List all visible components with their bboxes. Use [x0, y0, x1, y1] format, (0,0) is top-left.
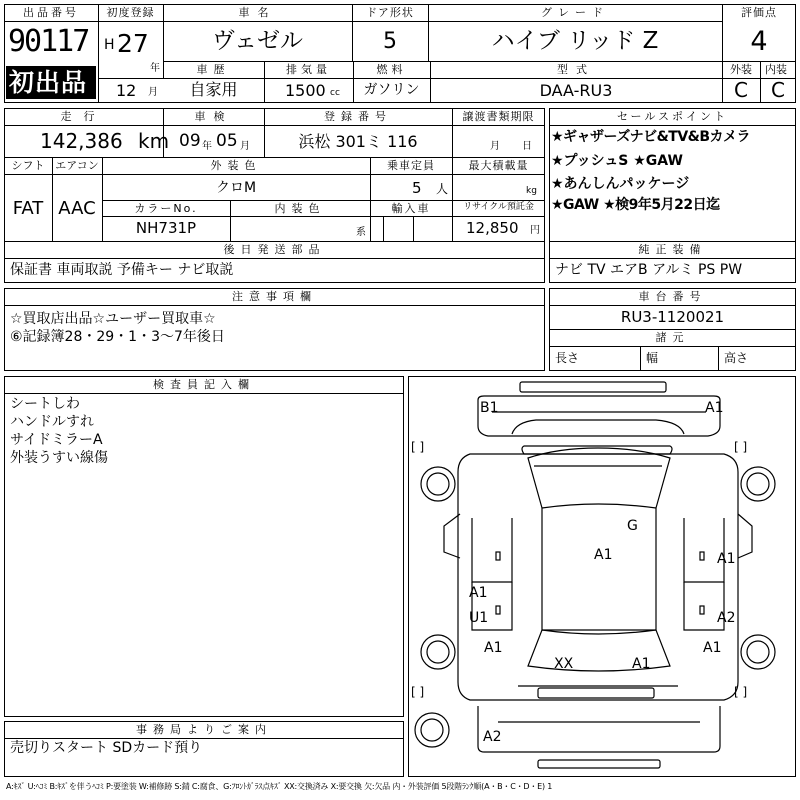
aircon-value: AAC	[58, 198, 96, 219]
mileage-value: 142,386	[40, 129, 123, 153]
ext-color-value: クロM	[215, 180, 257, 196]
import-label: 輸入車	[391, 202, 431, 215]
fuel-value: ガソリン	[363, 82, 420, 98]
displacement-unit: cc	[330, 88, 340, 98]
lot-number: 90117	[8, 24, 89, 59]
office-text: 売切りスタート SDカード預り	[10, 740, 203, 756]
lot-no-label: 出品番号	[23, 6, 79, 19]
ext-color-label: 外装色	[210, 159, 262, 172]
inspector-line-4: 外装うすい線傷	[10, 450, 108, 466]
later-parts-value: 保証書 車両取説 予備キー ナビ取説	[10, 262, 234, 278]
mileage-unit: km	[138, 129, 170, 153]
grade-value: ハイブ リッド Z	[491, 28, 659, 54]
first-listing-text: 初出品	[9, 68, 88, 97]
grade-label: グレード	[541, 6, 609, 19]
damage-mark: A1	[484, 640, 503, 656]
bracket-left-bottom: [ ]	[411, 685, 425, 699]
sales-point-label: セールスポイント	[616, 110, 728, 123]
damage-mark: G	[627, 518, 638, 534]
bracket-right-bottom: [ ]	[734, 685, 748, 699]
displacement-value: 1500	[285, 81, 326, 100]
sales-point-line-1: ★ギャザーズナビ&TV&Bカメラ	[551, 129, 751, 145]
height-label: 高さ	[724, 351, 749, 365]
model-value: DAA-RU3	[539, 81, 613, 100]
history-label: 車歴	[196, 63, 231, 76]
inspection-month-suffix: 月	[240, 141, 250, 152]
chassis-label: 車台番号	[638, 290, 707, 303]
legend-text: A:ｷｽﾞ U:ﾍｺﾐ B:ｷｽﾞを伴うﾍｺﾐ P:要塗装 W:補修跡 S:錆 C:腐食、G:ﾌﾛﾝﾄｶﾞﾗｽ点ｷｽﾞ XX:交換済み X:要交換 欠:欠品 内・外装評価 5段階ﾗﾝｸ順(A・B・C・D・E) 1	[6, 782, 553, 791]
int-color-suffix: 系	[356, 227, 366, 238]
score-label: 評価点	[741, 6, 777, 19]
notes-label: 注意事項欄	[232, 290, 317, 303]
interior-label: 内装	[765, 63, 787, 76]
capacity-unit: 人	[436, 182, 449, 196]
recycle-label: リサイクル預託金	[463, 202, 534, 212]
max-load-label: 最大積載量	[468, 159, 529, 172]
width-label: 幅	[646, 351, 659, 365]
capacity-label: 乗車定員	[387, 159, 435, 172]
notes-line-2: ⑥記録簿28・29・1・3〜7年後日	[10, 329, 225, 345]
exterior-label: 外装	[730, 63, 752, 76]
inspection-label: 車検	[194, 110, 233, 123]
model-label: 型式	[557, 63, 595, 76]
sales-point-line-3: ★あんしんパッケージ	[551, 176, 690, 192]
transfer-day-suffix: 日	[522, 141, 532, 152]
transfer-doc-label: 譲渡書類期限	[462, 110, 535, 123]
length-label: 長さ	[555, 351, 580, 365]
plate-number: 浜松 301ミ 116	[298, 132, 418, 151]
plate-label: 登録番号	[324, 110, 392, 123]
car-diagram	[408, 376, 796, 777]
office-label: 事務局よりご案内	[136, 723, 272, 736]
bracket-right-top: [ ]	[734, 440, 748, 454]
score-value: 4	[750, 26, 768, 57]
notes-line-1: ☆買取店出品☆ユーザー買取車☆	[10, 311, 216, 327]
reg-year: 27	[117, 29, 149, 58]
shift-label: シフト	[11, 159, 45, 172]
inspector-line-3: サイドミラーA	[10, 432, 103, 448]
door-label: ドア形状	[366, 6, 414, 19]
recycle-unit: 円	[530, 225, 540, 236]
reg-month-suffix: 月	[148, 87, 158, 98]
transfer-month-suffix: 月	[490, 141, 500, 152]
recycle-value: 12,850	[466, 219, 519, 237]
later-parts-label: 後日発送部品	[223, 243, 326, 256]
mileage-label: 走行	[60, 110, 107, 123]
damage-mark: A1	[703, 640, 722, 656]
sales-point-line-2: ★プッシュS ★GAW	[551, 153, 683, 169]
damage-mark: A2	[717, 610, 736, 626]
equipment-value: ナビ TV エアB アルミ PS PW	[555, 262, 743, 278]
inspector-line-1: シートしわ	[10, 396, 80, 412]
inspector-label: 検査員記入欄	[153, 378, 255, 391]
damage-mark: A2	[483, 729, 502, 745]
damage-mark: B1	[480, 400, 499, 416]
damage-mark: A1	[594, 547, 613, 563]
damage-mark: A1	[469, 585, 488, 601]
inspection-year-suffix: 年	[202, 141, 212, 152]
exterior-grade: C	[734, 78, 748, 102]
color-no-label: カラーNo.	[134, 202, 198, 215]
damage-mark: A1	[717, 551, 736, 567]
displacement-label: 排気量	[286, 63, 331, 76]
dims-label: 諸元	[655, 331, 690, 344]
door-count: 5	[383, 29, 397, 54]
reg-year-suffix: 年	[150, 63, 160, 74]
bracket-left-top: [ ]	[411, 440, 425, 454]
history-value: 自家用	[189, 80, 238, 99]
chassis-value: RU3-1120021	[620, 308, 725, 326]
interior-grade: C	[771, 78, 785, 102]
car-name: ヴェゼル	[211, 28, 304, 54]
color-no-value: NH731P	[135, 219, 197, 237]
inspection-month: 05	[216, 131, 238, 151]
car-name-label: 車名	[238, 6, 277, 19]
equipment-label: 純正装備	[638, 243, 707, 256]
inspection-year: 09	[179, 131, 201, 151]
inspector-line-2: ハンドルすれ	[10, 414, 94, 430]
reg-era: H	[104, 37, 115, 53]
int-color-label: 内装色	[274, 202, 326, 215]
damage-mark: XX	[554, 656, 574, 672]
aircon-label: エアコン	[55, 159, 99, 172]
first-reg-label: 初度登録	[106, 6, 155, 19]
sales-point-line-4: ★GAW ★検9年5月22日迄	[551, 197, 720, 213]
capacity-value: 5	[412, 179, 422, 197]
max-load-unit: kg	[526, 186, 537, 196]
damage-mark: A1	[632, 656, 651, 672]
reg-month: 12	[116, 81, 137, 100]
damage-mark: A1	[705, 400, 724, 416]
damage-mark: U1	[469, 610, 489, 626]
fuel-label: 燃料	[376, 63, 407, 76]
shift-value: FAT	[12, 198, 44, 219]
